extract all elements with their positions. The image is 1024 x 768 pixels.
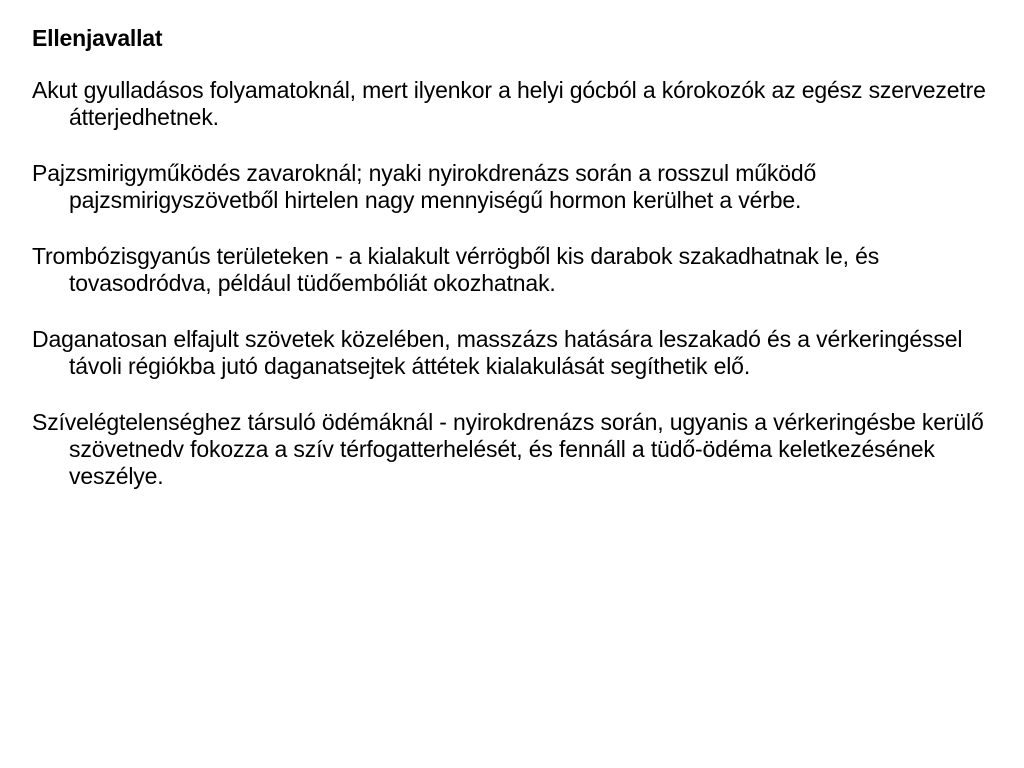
slide-title: Ellenjavallat — [32, 25, 163, 51]
slide-body — [32, 77, 998, 490]
contraindication-paragraph: Daganatosan elfajult szövetek közelében, masszázs hatására leszakadó és a vérkeringéssel távoli régiókba jutó daganatsejtek áttétek kialakulását segíthetik elő. — [32, 326, 963, 379]
contraindication-paragraph: Akut gyulladásos folyamatoknál, mert ilyenkor a helyi gócból a kórokozók az egész szervezetre átterjedhetnek. — [32, 77, 986, 130]
contraindication-paragraph: Trombózisgyanús területeken - a kialakult vérrögből kis darabok szakadhatnak le, és tovasodródva, például tüdőembóliát okozhatnak. — [32, 243, 880, 296]
contraindication-paragraph: Szívelégtelenséghez társuló ödémáknál - nyirokdrenázs során, ugyanis a vérkeringésbe kerülő szövetnedv fokozza a szív térfogatterhelését, és fennáll a tüdő-ödéma keletkezésének veszélye. — [32, 409, 984, 489]
contraindication-paragraph: Pajzsmirigyműködés zavaroknál; nyaki nyirokdrenázs során a rosszul működő pajzsmirigyszövetből hirtelen nagy mennyiségű hormon kerülhet a vérbe. — [32, 160, 817, 213]
